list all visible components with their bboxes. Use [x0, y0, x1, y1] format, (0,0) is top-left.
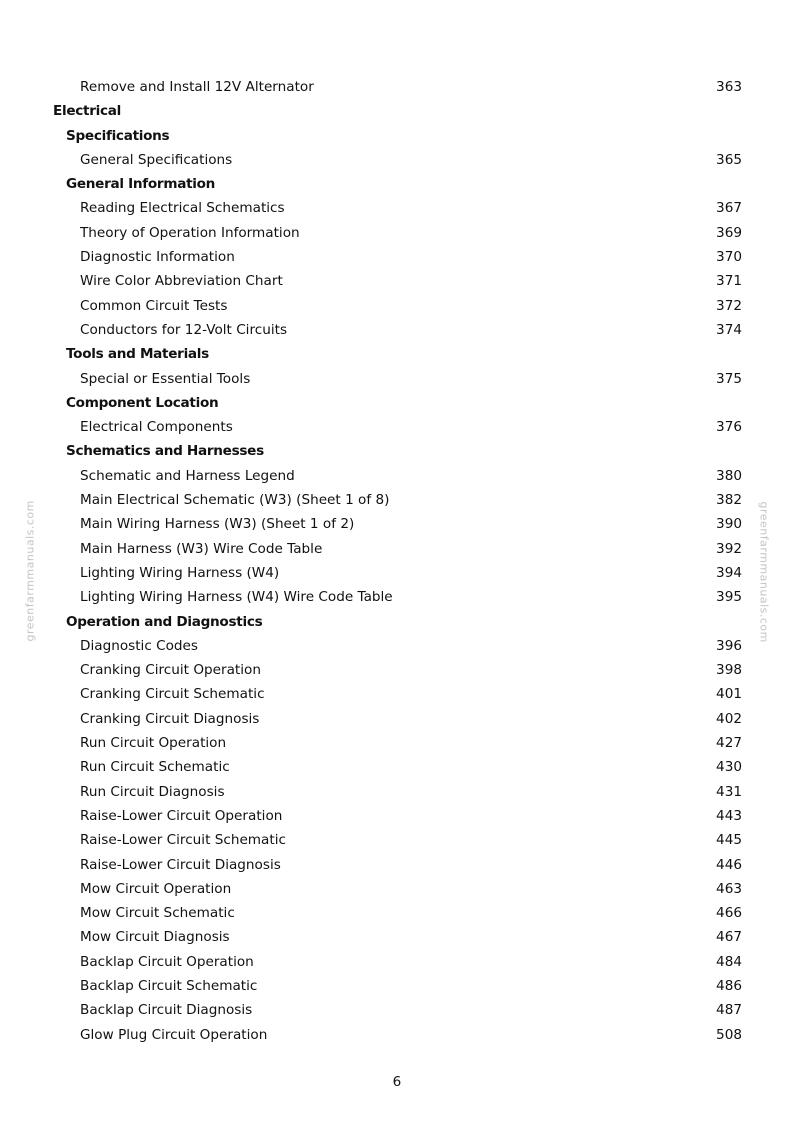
toc-entry[interactable]: [0, 318, 794, 342]
toc-entry[interactable]: [0, 828, 794, 852]
toc-entry[interactable]: [0, 901, 794, 925]
table-of-contents: [0, 75, 794, 1047]
toc-entry[interactable]: [0, 245, 794, 269]
toc-entry-title: Mow Circuit Operation: [80, 880, 232, 897]
toc-entry-page-number: 394: [716, 564, 742, 581]
toc-entry[interactable]: [0, 488, 794, 512]
toc-section-heading: [0, 99, 794, 123]
toc-entry-title: Backlap Circuit Operation: [80, 953, 254, 970]
toc-entry-page-number: 382: [716, 492, 742, 509]
toc-entry-page-number: 466: [716, 905, 742, 922]
toc-entry[interactable]: [0, 780, 794, 804]
toc-entry-title: Run Circuit Operation: [80, 735, 227, 752]
toc-entry-page-number: 390: [716, 516, 742, 533]
toc-entry-page-number: 487: [716, 1002, 742, 1019]
toc-entry-page-number: 430: [716, 759, 742, 776]
toc-entry-page-number: 374: [716, 321, 742, 338]
toc-entry-page-number: 395: [716, 589, 742, 606]
toc-entry[interactable]: [0, 658, 794, 682]
toc-entry-page-number: 365: [716, 151, 742, 168]
toc-entry-page-number: 380: [716, 467, 742, 484]
toc-entry-page-number: 484: [716, 953, 742, 970]
toc-entry-title: Lighting Wiring Harness (W4): [80, 564, 280, 581]
toc-entry-page-number: 508: [716, 1026, 742, 1043]
toc-entry-page-number: 372: [716, 297, 742, 314]
toc-entry-title: Electrical Components: [80, 419, 233, 436]
toc-entry-title: General Information: [66, 176, 216, 193]
toc-subsection-heading: [0, 124, 794, 148]
toc-entry-page-number: 402: [716, 710, 742, 727]
toc-entry-page-number: 370: [716, 249, 742, 266]
toc-entry-title: Main Harness (W3) Wire Code Table: [80, 540, 323, 557]
toc-entry[interactable]: [0, 269, 794, 293]
toc-entry-page-number: 427: [716, 735, 742, 752]
toc-entry-title: Specifications: [66, 127, 170, 144]
toc-entry-page-number: 371: [716, 273, 742, 290]
toc-entry-title: Cranking Circuit Diagnosis: [80, 710, 260, 727]
toc-entry-title: Tools and Materials: [66, 346, 209, 363]
toc-entry-title: Run Circuit Schematic: [80, 759, 230, 776]
toc-entry-title: Backlap Circuit Diagnosis: [80, 1002, 253, 1019]
toc-entry-title: Raise-Lower Circuit Schematic: [80, 832, 286, 849]
toc-entry[interactable]: [0, 367, 794, 391]
toc-entry[interactable]: [0, 512, 794, 536]
toc-entry-title: Raise-Lower Circuit Diagnosis: [80, 856, 281, 873]
toc-entry-page-number: 446: [716, 856, 742, 873]
toc-entry[interactable]: [0, 294, 794, 318]
toc-subsection-heading: [0, 172, 794, 196]
toc-entry-title: Operation and Diagnostics: [66, 613, 263, 630]
toc-entry-title: Component Location: [66, 394, 219, 411]
toc-entry-title: Common Circuit Tests: [80, 297, 228, 314]
toc-entry[interactable]: [0, 415, 794, 439]
toc-entry-page-number: 398: [716, 662, 742, 679]
toc-entry[interactable]: [0, 221, 794, 245]
toc-entry[interactable]: [0, 1023, 794, 1047]
toc-entry[interactable]: [0, 731, 794, 755]
watermark-right: greenfarmmanuals.com: [757, 501, 771, 643]
toc-entry[interactable]: [0, 974, 794, 998]
toc-entry-title: Schematic and Harness Legend: [80, 467, 295, 484]
toc-entry-page-number: 401: [716, 686, 742, 703]
toc-entry[interactable]: [0, 634, 794, 658]
toc-entry-page-number: 431: [716, 783, 742, 800]
toc-entry-page-number: 396: [716, 637, 742, 654]
toc-entry-page-number: 443: [716, 807, 742, 824]
toc-entry-title: Run Circuit Diagnosis: [80, 783, 225, 800]
toc-entry[interactable]: [0, 148, 794, 172]
toc-entry-title: Mow Circuit Schematic: [80, 905, 235, 922]
toc-entry-page-number: 467: [716, 929, 742, 946]
toc-entry-title: Electrical: [53, 103, 121, 120]
toc-entry[interactable]: [0, 537, 794, 561]
toc-entry-title: Diagnostic Codes: [80, 637, 199, 654]
toc-entry-page-number: 375: [716, 370, 742, 387]
toc-entry-title: Reading Electrical Schematics: [80, 200, 285, 217]
toc-entry[interactable]: [0, 853, 794, 877]
toc-entry[interactable]: [0, 196, 794, 220]
toc-entry-page-number: 367: [716, 200, 742, 217]
toc-entry[interactable]: [0, 998, 794, 1022]
toc-entry-title: Wire Color Abbreviation Chart: [80, 273, 283, 290]
toc-entry[interactable]: [0, 877, 794, 901]
toc-entry-title: Lighting Wiring Harness (W4) Wire Code Table: [80, 589, 393, 606]
toc-entry-title: Glow Plug Circuit Operation: [80, 1026, 268, 1043]
toc-entry-page-number: 486: [716, 977, 742, 994]
toc-subsection-heading: [0, 342, 794, 366]
toc-entry[interactable]: [0, 950, 794, 974]
toc-entry[interactable]: [0, 561, 794, 585]
toc-entry-page-number: 392: [716, 540, 742, 557]
toc-entry-title: Backlap Circuit Schematic: [80, 977, 258, 994]
toc-entry-page-number: 363: [716, 79, 742, 95]
page-number: 6: [392, 1074, 402, 1090]
toc-entry[interactable]: [0, 804, 794, 828]
toc-subsection-heading: [0, 439, 794, 463]
toc-entry[interactable]: [0, 755, 794, 779]
toc-entry-title: Main Electrical Schematic (W3) (Sheet 1 of 8): [80, 492, 390, 509]
toc-entry-page-number: 463: [716, 880, 742, 897]
toc-entry-title: General Specifications: [80, 151, 233, 168]
toc-entry[interactable]: [0, 682, 794, 706]
toc-entry-title: Conductors for 12-Volt Circuits: [80, 321, 288, 338]
toc-entry-title: Theory of Operation Information: [80, 224, 300, 241]
toc-entry-title: Main Wiring Harness (W3) (Sheet 1 of 2): [80, 516, 355, 533]
watermark-left: greenfarmmanuals.com: [23, 500, 37, 642]
toc-entry-page-number: 376: [716, 419, 742, 436]
toc-entry-title: Remove and Install 12V Alternator: [80, 79, 314, 95]
toc-entry[interactable]: [0, 925, 794, 949]
toc-entry[interactable]: [0, 585, 794, 609]
toc-entry-title: Diagnostic Information: [80, 249, 235, 266]
toc-entry[interactable]: [0, 75, 794, 99]
toc-entry-title: Cranking Circuit Schematic: [80, 686, 265, 703]
toc-entry-title: Schematics and Harnesses: [66, 443, 264, 460]
toc-entry[interactable]: [0, 464, 794, 488]
toc-entry-page-number: 369: [716, 224, 742, 241]
toc-entry[interactable]: [0, 707, 794, 731]
toc-entry-title: Special or Essential Tools: [80, 370, 251, 387]
toc-subsection-heading: [0, 391, 794, 415]
toc-entry-title: Mow Circuit Diagnosis: [80, 929, 230, 946]
toc-subsection-heading: [0, 610, 794, 634]
toc-entry-title: Cranking Circuit Operation: [80, 662, 261, 679]
toc-entry-title: Raise-Lower Circuit Operation: [80, 807, 283, 824]
toc-entry-page-number: 445: [716, 832, 742, 849]
